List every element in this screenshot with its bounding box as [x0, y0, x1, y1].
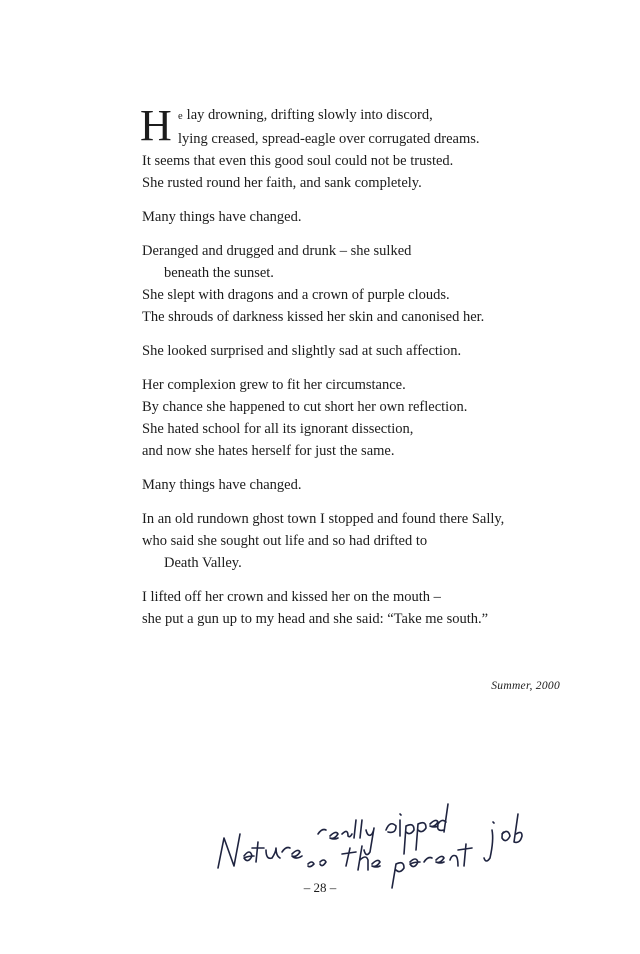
- poem-line: In an old rundown ghost town I stopped and found there Sally,: [142, 511, 505, 527]
- poem-line: Many things have changed.: [142, 209, 302, 225]
- small-caps-word: e: [178, 111, 184, 122]
- poem-line: She looked surprised and slightly sad at such affection.: [142, 343, 462, 359]
- poem-line: It seems that even this good soul could not be trusted.: [142, 153, 454, 169]
- poem-line: She hated school for all its ignorant dissection,: [142, 421, 414, 437]
- page-number: – 28 –: [303, 880, 337, 895]
- poem-line: Many things have changed.: [142, 477, 302, 493]
- poem-line: beneath the sunset.: [164, 265, 274, 281]
- stanza-8: [142, 586, 582, 630]
- poem-line: I lifted off her crown and kissed her on the mouth –: [142, 589, 441, 605]
- poem-line: e lay drowning, drifting slowly into discord,: [178, 107, 433, 123]
- dateline: Summer, 2000: [491, 680, 560, 692]
- poem-line: Her complexion grew to fit her circumstance.: [142, 377, 406, 393]
- poem-line: she put a gun up to my head and she said: “Take me south.”: [142, 611, 489, 627]
- stanza-3: [142, 240, 582, 328]
- handwritten-note: [210, 790, 550, 890]
- poem-line: She slept with dragons and a crown of purple clouds.: [142, 287, 450, 303]
- stanza-6: [142, 474, 582, 496]
- drop-cap: H: [140, 101, 172, 150]
- stanza-4: [142, 340, 582, 362]
- poem: [140, 101, 582, 630]
- poem-line: and now she hates herself for just the same.: [142, 443, 395, 459]
- poem-line: lying creased, spread-eagle over corrugated dreams.: [178, 131, 480, 147]
- poem-line: The shrouds of darkness kissed her skin and canonised her.: [142, 309, 485, 325]
- poem-line: Deranged and drugged and drunk – she sulked: [142, 243, 412, 259]
- poem-line: Death Valley.: [164, 555, 242, 571]
- stanza-7: [142, 508, 582, 574]
- stanza-2: [142, 206, 582, 228]
- poem-line: She rusted round her faith, and sank completely.: [142, 175, 422, 191]
- poem-line: who said she sought out life and so had drifted to: [142, 533, 428, 549]
- poem-line: By chance she happened to cut short her own reflection.: [142, 399, 468, 415]
- stanza-5: [142, 374, 582, 462]
- stanza-1: [140, 101, 582, 194]
